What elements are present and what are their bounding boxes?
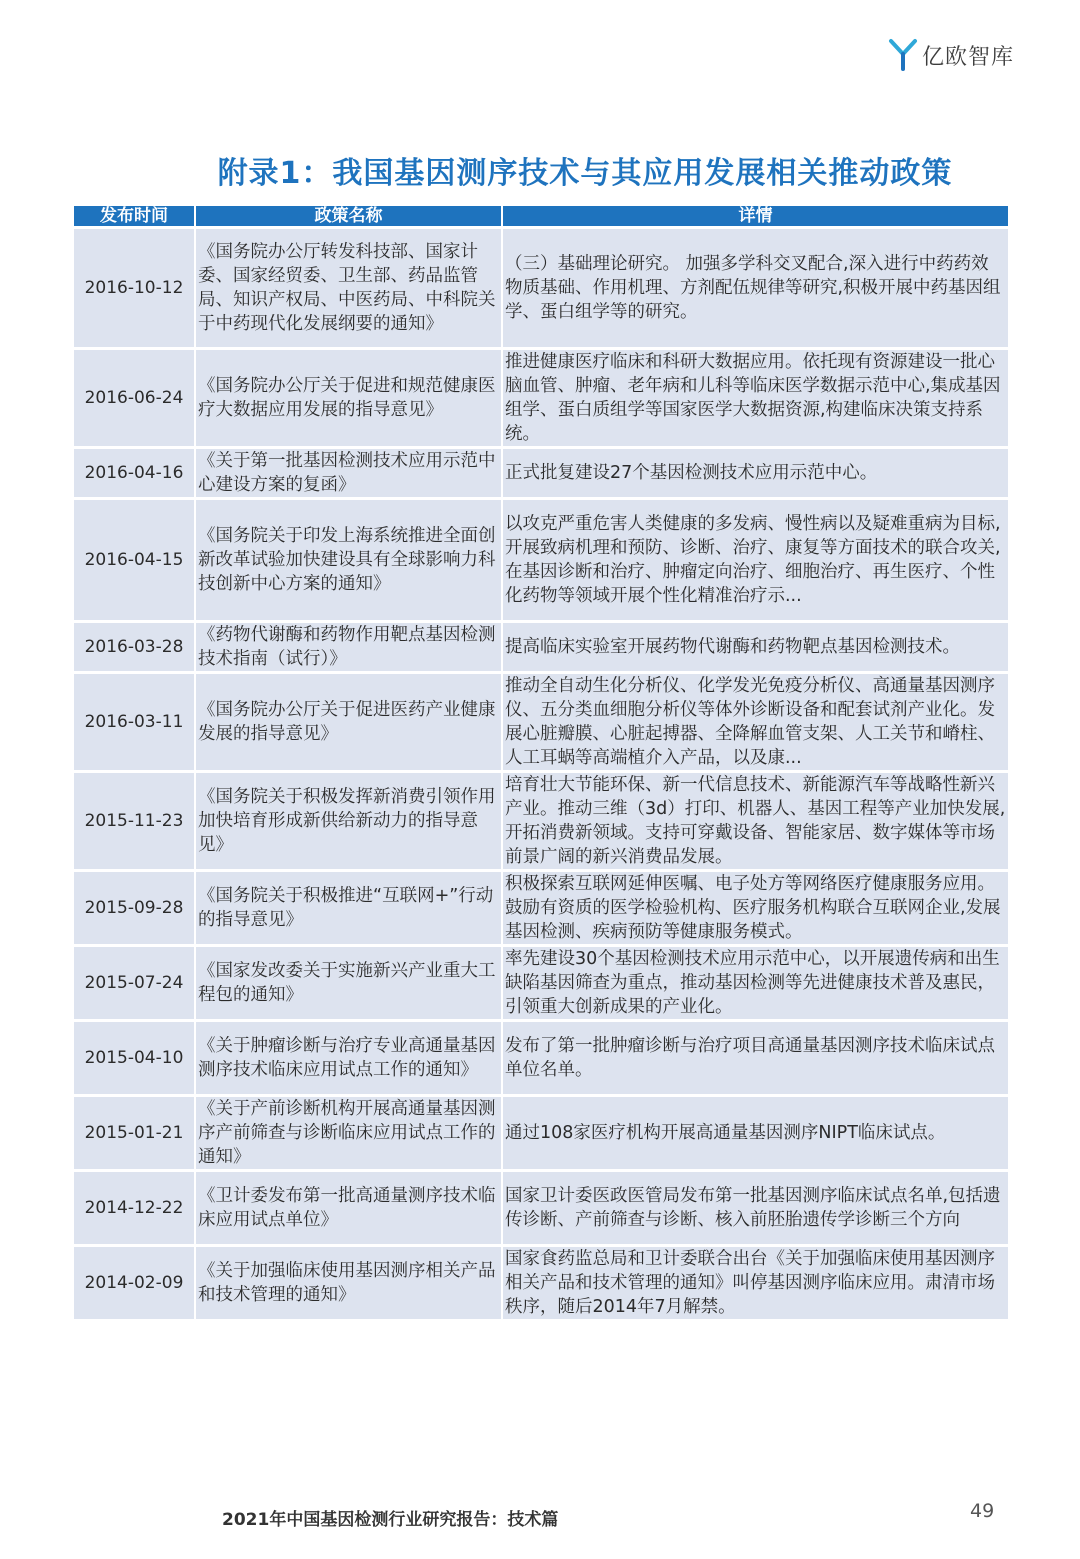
table-row (74, 1097, 1008, 1169)
row-detail: 发布了第一批肿瘤诊断与治疗项目高通量基因测序技术临床试点单位名单。 (503, 1022, 1008, 1094)
row-policy-name: 《国务院关于积极推进“互联网+”行动的指导意见》 (196, 872, 501, 944)
row-detail: 通过108家医疗机构开展高通量基因测序NIPT临床试点。 (503, 1097, 1008, 1169)
table-row (74, 1247, 1008, 1319)
row-detail: （三）基础理论研究。 加强多学科交叉配合,深入进行中药药效物质基础、作用机理、方剂配伍规律等研究,积极开展中药基因组学、蛋白组学等的研究。 (503, 229, 1008, 347)
row-detail: 积极探索互联网延伸医嘱、电子处方等网络医疗健康服务应用。鼓励有资质的医学检验机构、医疗服务机构联合互联网企业,发展基因检测、疾病预防等健康服务模式。 (503, 872, 1008, 944)
row-date: 2015-09-28 (74, 872, 194, 944)
table-row (74, 500, 1008, 620)
row-policy-name: 《国务院关于印发上海系统推进全面创新改革试验加快建设具有全球影响力科技创新中心方案的通知》 (196, 500, 501, 620)
row-date: 2015-01-21 (74, 1097, 194, 1169)
table-row (74, 229, 1008, 347)
row-date: 2015-04-10 (74, 1022, 194, 1094)
row-date: 2016-04-15 (74, 500, 194, 620)
row-policy-name: 《国家发改委关于实施新兴产业重大工程包的通知》 (196, 947, 501, 1019)
row-policy-name: 《关于第一批基因检测技术应用示范中心建设方案的复函》 (196, 449, 501, 497)
header-detail: 详情 (503, 206, 1008, 226)
page-number: 49 (970, 1500, 995, 1522)
row-detail: 国家食药监总局和卫计委联合出台《关于加强临床使用基因测序相关产品和技术管理的通知》叫停基因测序临床应用。肃清市场秩序，随后2014年7月解禁。 (503, 1247, 1008, 1319)
row-detail: 率先建设30个基因检测技术应用示范中心，以开展遗传病和出生缺陷基因筛查为重点，推动基因检测等先进健康技术普及惠民，引领重大创新成果的产业化。 (503, 947, 1008, 1019)
row-policy-name: 《关于加强临床使用基因测序相关产品和技术管理的通知》 (196, 1247, 501, 1319)
table-row (74, 1022, 1008, 1094)
header-policy-name: 政策名称 (196, 206, 501, 226)
header-date: 发布时间 (74, 206, 194, 226)
row-detail: 推动全自动生化分析仪、化学发光免疫分析仪、高通量基因测序仪、五分类血细胞分析仪等体外诊断设备和配套试剂产业化。发展心脏瓣膜、心脏起搏器、全降解血管支架、人工关节和嵴柱、人工耳蜗等高端植介入产品，以及康... (503, 674, 1008, 770)
row-detail: 以攻克严重危害人类健康的多发病、慢性病以及疑难重病为目标,开展致病机理和预防、诊断、治疗、康复等方面技术的联合攻关,在基因诊断和治疗、肿瘤定向治疗、细胞治疗、再生医疗、个性化药物等领域开展个性化精准治疗示... (503, 500, 1008, 620)
page-title: 附录1：我国基因测序技术与其应用发展相关推动政策 (217, 156, 953, 191)
table-row (74, 449, 1008, 497)
row-detail: 提高临床实验室开展药物代谢酶和药物靶点基因检测技术。 (503, 623, 1008, 671)
row-policy-name: 《国务院办公厅转发科技部、国家计委、国家经贸委、卫生部、药品监管局、知识产权局、中医药局、中科院关于中药现代化发展纲要的通知》 (196, 229, 501, 347)
row-policy-name: 《国务院关于积极发挥新消费引领作用加快培育形成新供给新动力的指导意见》 (196, 773, 501, 869)
table-row (74, 674, 1008, 770)
brand-logo-icon (888, 38, 918, 72)
table-row (74, 1172, 1008, 1244)
table-row (74, 872, 1008, 944)
row-date: 2016-03-28 (74, 623, 194, 671)
policy-table (72, 203, 1010, 1322)
brand-name: 亿欧智库 (922, 44, 1015, 70)
row-policy-name: 《卫计委发布第一批高通量测序技术临床应用试点单位》 (196, 1172, 501, 1244)
brand-logo (888, 38, 1014, 72)
row-date: 2014-12-22 (74, 1172, 194, 1244)
table-row (74, 623, 1008, 671)
row-detail: 推进健康医疗临床和科研大数据应用。依托现有资源建设一批心脑血管、肿瘤、老年病和儿科等临床医学数据示范中心,集成基因组学、蛋白质组学等国家医学大数据资源,构建临床决策支持系统。 (503, 350, 1008, 446)
table-row (74, 773, 1008, 869)
row-date: 2016-06-24 (74, 350, 194, 446)
table-row (74, 947, 1008, 1019)
row-date: 2015-07-24 (74, 947, 194, 1019)
row-policy-name: 《国务院办公厅关于促进医药产业健康发展的指导意见》 (196, 674, 501, 770)
row-detail: 正式批复建设27个基因检测技术应用示范中心。 (503, 449, 1008, 497)
row-detail: 培育壮大节能环保、新一代信息技术、新能源汽车等战略性新兴产业。推动三维（3d）打印、机器人、基因工程等产业加快发展,开拓消费新领域。支持可穿戴设备、智能家居、数字媒体等市场前景广阔的新兴消费品发展。 (503, 773, 1008, 869)
row-date: 2016-10-12 (74, 229, 194, 347)
row-detail: 国家卫计委医政医管局发布第一批基因测序临床试点名单,包括遗传诊断、产前筛查与诊断、核入前胚胎遗传学诊断三个方向 (503, 1172, 1008, 1244)
row-policy-name: 《关于肿瘤诊断与治疗专业高通量基因测序技术临床应用试点工作的通知》 (196, 1022, 501, 1094)
row-date: 2014-02-09 (74, 1247, 194, 1319)
row-date: 2016-04-16 (74, 449, 194, 497)
table-header-row (74, 206, 1008, 226)
row-date: 2015-11-23 (74, 773, 194, 869)
row-policy-name: 《药物代谢酶和药物作用靶点基因检测技术指南（试行）》 (196, 623, 501, 671)
row-policy-name: 《国务院办公厅关于促进和规范健康医疗大数据应用发展的指导意见》 (196, 350, 501, 446)
row-policy-name: 《关于产前诊断机构开展高通量基因测序产前筛查与诊断临床应用试点工作的通知》 (196, 1097, 501, 1169)
report-title-footer: 2021年中国基因检测行业研究报告：技术篇 (222, 1510, 559, 1530)
row-date: 2016-03-11 (74, 674, 194, 770)
table-row (74, 350, 1008, 446)
